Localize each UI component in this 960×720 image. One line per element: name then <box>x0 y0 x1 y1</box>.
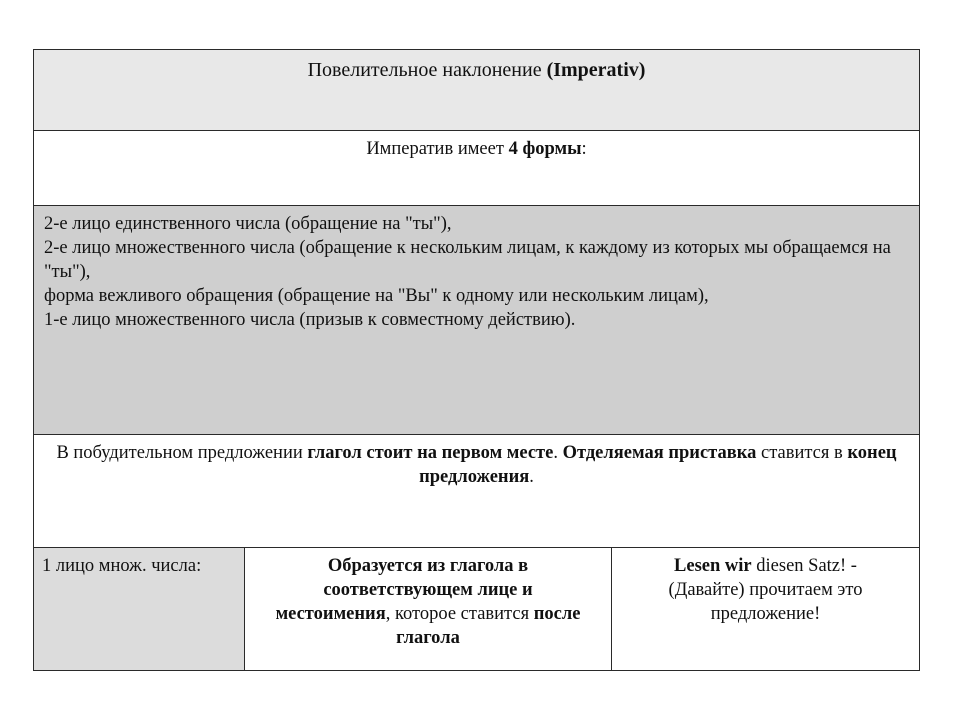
forms-suffix: : <box>581 139 587 159</box>
imperativ-table-wrapper <box>33 49 919 671</box>
forms-list <box>34 206 919 332</box>
list-item: 1-е лицо множественного числа (призыв к совместному действию). <box>44 310 576 330</box>
rule-part: . <box>553 443 563 463</box>
rule-bold: Отделяемая приставка <box>562 443 757 463</box>
example-cell <box>612 548 920 671</box>
forms-list-cell <box>34 206 920 435</box>
title-text: Повелительное наклонение <box>307 59 547 81</box>
first-person-plural-row <box>34 548 920 671</box>
formation-bold: Образуется из глагола в соответствующем лице и местоимения <box>275 556 533 624</box>
rule-part: . <box>529 467 534 487</box>
example-bold: Lesen wir <box>674 556 752 576</box>
list-item: форма вежливого обращения (обращение на "Вы" к одному или нескольким лицам), <box>44 286 709 306</box>
forms-prefix: Императив имеет <box>366 139 509 159</box>
person-label-cell <box>34 548 245 671</box>
rule-part: В побудительном предложении <box>56 443 308 463</box>
forms-bold: 4 формы <box>508 139 582 159</box>
imperativ-table <box>33 49 920 671</box>
forms-list-row <box>34 206 920 435</box>
rule-row <box>34 435 920 548</box>
rule-part: ставится в <box>756 443 848 463</box>
table-title <box>34 50 919 82</box>
example-text <box>612 548 919 626</box>
rule-bold: глагол стоит на первом месте <box>307 443 554 463</box>
formation-cell <box>245 548 612 671</box>
rule-bold: конец предложения <box>419 443 897 487</box>
title-row <box>34 50 920 131</box>
rule-text <box>34 435 919 489</box>
list-item: 2-е лицо множественного числа (обращение к нескольким лицам, к каждому из которых мы обращаемся на "ты"), <box>44 238 891 282</box>
formation-part: , которое ставится <box>385 604 534 624</box>
title-bold: (Imperativ) <box>546 59 646 81</box>
forms-cell <box>34 131 920 206</box>
forms-row <box>34 131 920 206</box>
forms-text <box>34 131 919 161</box>
rule-cell <box>34 435 920 548</box>
formation-bold: после глагола <box>396 604 581 648</box>
title-cell <box>34 50 920 131</box>
formation-text <box>245 548 611 650</box>
list-item: 2-е лицо единственного числа (обращение на "ты"), <box>44 214 452 234</box>
example-part: diesen Satz! - (Давайте) прочитаем это предложение! <box>668 556 863 624</box>
person-label: 1 лицо множ. числа: <box>42 556 202 576</box>
